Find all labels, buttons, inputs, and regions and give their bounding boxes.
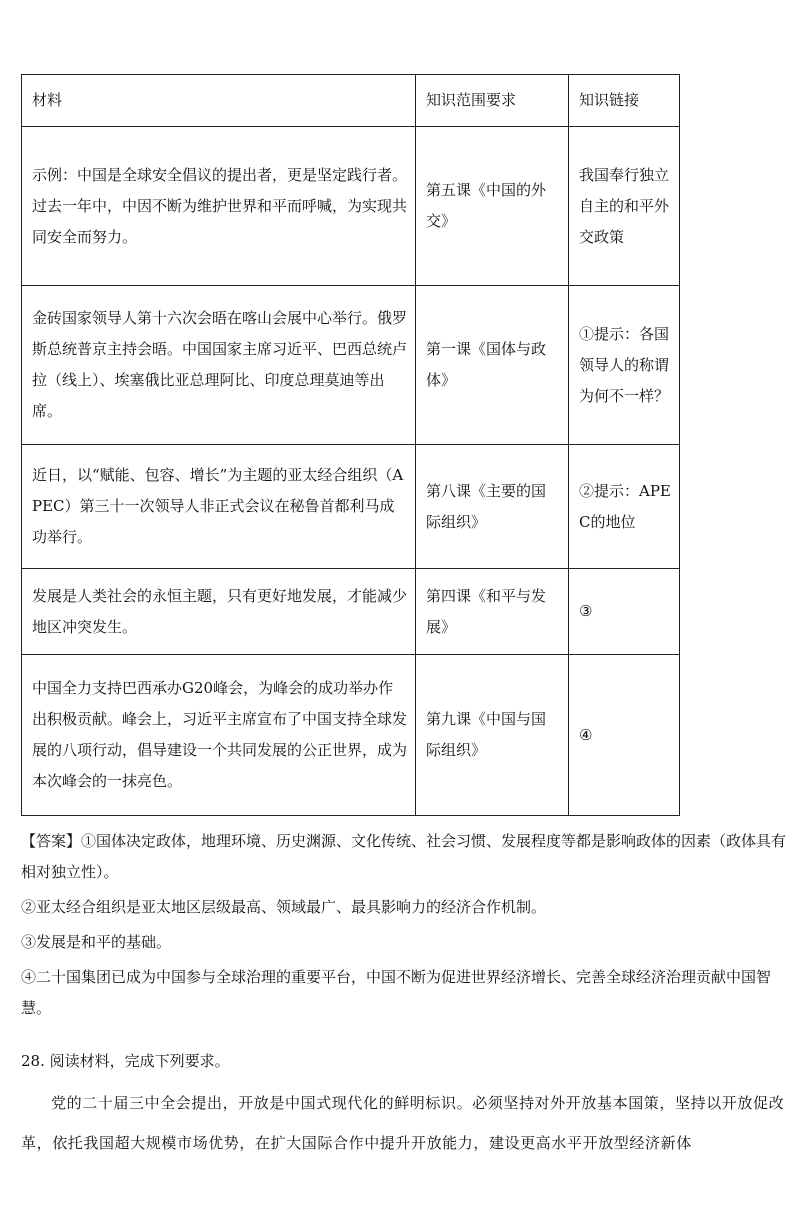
table-row [22, 127, 680, 286]
table-row [22, 655, 680, 816]
material-cell: 中国全力支持巴西承办G20峰会，为峰会的成功举办作出积极贡献。峰会上，习近平主席宣布了中国支持全球发展的八项行动，倡导建设一个共同发展的公正世界，成为本次峰会的一抹亮色。 [22, 655, 416, 816]
link-cell: ①提示：各国领导人的称谓为何不一样？ [569, 286, 680, 445]
scope-cell: 第五课《中国的外交》 [416, 127, 569, 286]
table-row [22, 286, 680, 445]
answer-line-3: ③发展是和平的基础。 [21, 933, 172, 951]
answer-line-4: ④二十国集团已成为中国参与全球治理的重要平台，中国不断为促进世界经济增长、完善全球经济治理贡献中国智慧。 [21, 968, 772, 1017]
header-material: 材料 [22, 75, 416, 127]
answer-line-1: 【答案】①国体决定政体，地理环境、历史渊源、文化传统、社会习惯、发展程度等都是影响政体的因素（政体具有相对独立性）。 [21, 832, 787, 881]
link-cell: ③ [569, 569, 680, 655]
material-cell: 金砖国家领导人第十六次会晤在喀山会展中心举行。俄罗斯总统普京主持会晤。中国国家主席习近平、巴西总统卢拉（线上）、埃塞俄比亚总理阿比、印度总理莫迪等出席。 [22, 286, 416, 445]
scope-cell: 第八课《主要的国际组织》 [416, 445, 569, 569]
scope-cell: 第一课《国体与政体》 [416, 286, 569, 445]
question-title: 28. 阅读材料，完成下列要求。 [21, 1052, 230, 1070]
material-cell: 近日，以“赋能、包容、增长”为主题的亚太经合组织（APEC）第三十一次领导人非正式会议在秘鲁首都利马成功举行。 [22, 445, 416, 569]
table-row [22, 445, 680, 569]
link-cell: 我国奉行独立自主的和平外交政策 [569, 127, 680, 286]
material-cell: 示例：中国是全球安全倡议的提出者，更是坚定践行者。过去一年中，中因不断为维护世界和平而呼喊，为实现共同安全而努力。 [22, 127, 416, 286]
scope-cell: 第四课《和平与发展》 [416, 569, 569, 655]
answer-line-2: ②亚太经合组织是亚太地区层级最高、领域最广、最具影响力的经济合作机制。 [21, 898, 547, 916]
knowledge-table [21, 74, 680, 816]
question-28 [21, 1046, 787, 1169]
header-link: 知识链接 [569, 75, 680, 127]
question-paragraph: 党的二十届三中全会提出，开放是中国式现代化的鲜明标识。必须坚持对外开放基本国策，坚持以开放促改革，依托我国超大规模市场优势，在扩大国际合作中提升开放能力，建设更高水平开放型经济新体 [21, 1094, 785, 1152]
table-header-row [22, 75, 680, 127]
material-cell: 发展是人类社会的永恒主题，只有更好地发展，才能减少地区冲突发生。 [22, 569, 416, 655]
link-cell: ②提示：APEC的地位 [569, 445, 680, 569]
header-scope: 知识范围要求 [416, 75, 569, 127]
table-row [22, 569, 680, 655]
link-cell: ④ [569, 655, 680, 816]
scope-cell: 第九课《中国与国际组织》 [416, 655, 569, 816]
answer-section [21, 826, 787, 1024]
